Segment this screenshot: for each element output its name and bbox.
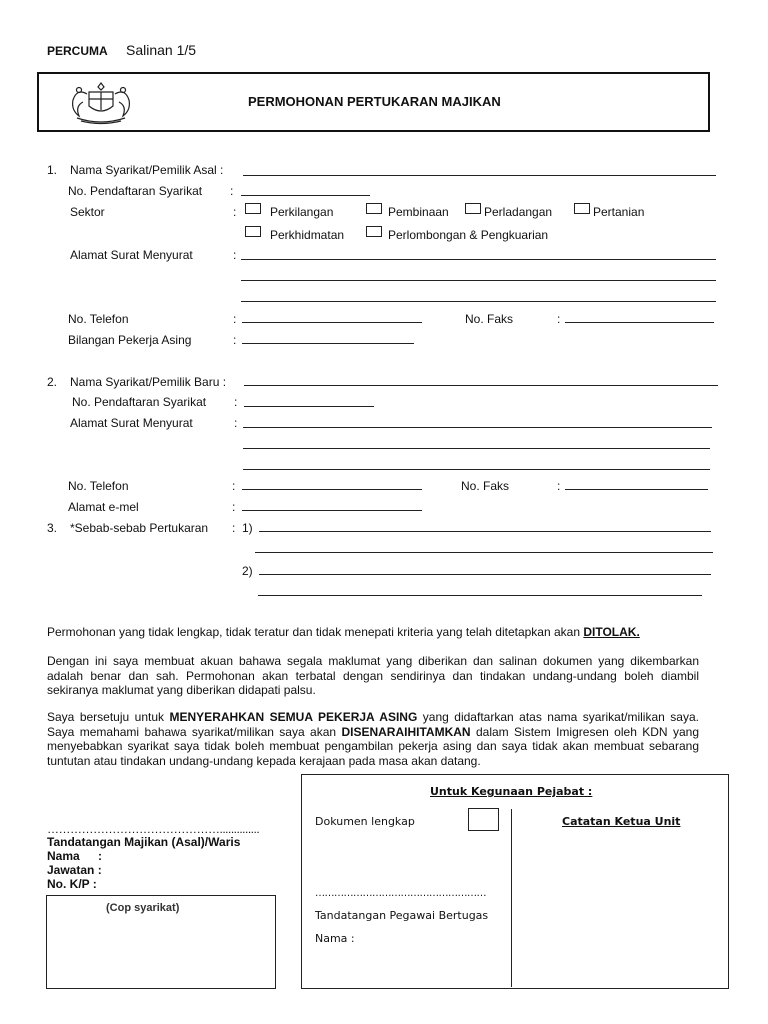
colon: : — [233, 205, 237, 219]
reason-item-1-number: 1) — [242, 521, 253, 535]
reason-item-2-number: 2) — [242, 564, 253, 578]
new-address-field-2[interactable] — [243, 448, 710, 449]
new-email-field[interactable] — [242, 510, 422, 511]
change-reasons-label: *Sebab-sebab Pertukaran — [70, 521, 209, 535]
officer-name-label: Nama : — [315, 932, 355, 945]
reason-1-field-1[interactable] — [259, 531, 711, 532]
incomplete-application-notice: Permohonan yang tidak lengkap, tidak teratur dan tidak menepati kriteria yang telah ditetapkan akan DITOLAK. — [47, 625, 640, 639]
sector-agriculture-label: Pertanian — [593, 205, 645, 219]
sector-services-checkbox[interactable] — [245, 226, 261, 237]
sector-manufacturing-checkbox[interactable] — [245, 203, 261, 214]
office-divider — [511, 809, 512, 987]
original-phone-field[interactable] — [242, 322, 422, 323]
foreign-workers-count-label: Bilangan Pekerja Asing — [68, 333, 192, 347]
employer-name-label: Nama — [47, 849, 80, 863]
new-reg-no-label: No. Pendaftaran Syarikat — [72, 395, 207, 409]
employer-ic-label: No. K/P : — [47, 877, 97, 891]
sector-label: Sektor — [70, 205, 105, 219]
new-address-label: Alamat Surat Menyurat — [70, 416, 193, 430]
sector-construction-label: Pembinaan — [388, 205, 449, 219]
copy-label: Salinan 1/5 — [126, 42, 197, 58]
company-stamp-box[interactable] — [46, 895, 276, 989]
new-address-field-1[interactable] — [243, 427, 712, 428]
original-address-field-3[interactable] — [241, 301, 716, 302]
complete-documents-checkbox[interactable] — [468, 808, 499, 831]
new-reg-no-field[interactable] — [244, 406, 374, 407]
signature-dots: ……………………………………….............. — [47, 822, 260, 836]
sector-mining-label: Perlombongan & Pengkuarian — [388, 228, 549, 242]
colon: : — [233, 312, 237, 326]
new-phone-field[interactable] — [242, 489, 422, 490]
employer-signature-label: Tandatangan Majikan (Asal)/Waris — [47, 835, 241, 849]
reason-2-field-2[interactable] — [258, 595, 702, 596]
new-company-name-label: Nama Syarikat/Pemilik Baru : — [70, 375, 227, 389]
colon: : — [232, 521, 236, 535]
original-phone-label: No. Telefon — [68, 312, 129, 326]
office-use-box — [301, 774, 729, 989]
original-reg-no-label: No. Pendaftaran Syarikat — [68, 184, 203, 198]
title-box — [37, 72, 710, 132]
original-company-name-field[interactable] — [243, 175, 716, 176]
sector-services-label: Perkhidmatan — [270, 228, 345, 242]
new-fax-field[interactable] — [565, 489, 708, 490]
sector-plantation-checkbox[interactable] — [465, 203, 481, 214]
free-label: PERCUMA — [47, 44, 108, 58]
original-fax-label: No. Faks — [465, 312, 514, 326]
section1-number: 1. — [47, 163, 58, 177]
head-of-unit-notes-label: Catatan Ketua Unit — [562, 815, 681, 828]
declaration-surrender-workers: Saya bersetuju untuk MENYERAHKAN SEMUA PEKERJA ASING yang didaftarkan atas nama syarikat/milikan saya. Saya memahami bahawa syarikat/milikan saya akan DISENARAIHITAMKAN dalam Sistem Imigresen oleh KDN yang menyebabkan syarikat saya tidak boleh membuat pengambilan pekerja asing dan saya tidak akan membuat sebarang tuntutan atau tindakan undang-undang kepada kerajaan pada masa akan datang. — [47, 710, 699, 768]
declaration-truthfulness: Dengan ini saya membuat akuan bahawa segala maklumat yang diberikan dan salinan dokumen yang dikembarkan adalah benar dan sah. Permohonan akan terbatal dengan sendirinya dan tindakan undang-undang boleh diambil sekiranya maklumat yang diberikan didapati palsu. — [47, 654, 699, 698]
original-address-field-1[interactable] — [241, 259, 716, 260]
colon: : — [557, 479, 561, 493]
colon: : — [233, 248, 237, 262]
colon: : — [233, 333, 237, 347]
sector-agriculture-checkbox[interactable] — [574, 203, 590, 214]
reason-1-field-2[interactable] — [255, 552, 713, 553]
colon: : — [230, 184, 234, 198]
original-address-label: Alamat Surat Menyurat — [70, 248, 193, 262]
page-title: PERMOHONAN PERTUKARAN MAJIKAN — [248, 94, 501, 109]
section2-number: 2. — [47, 375, 58, 389]
new-fax-label: No. Faks — [461, 479, 510, 493]
reason-2-field-1[interactable] — [259, 574, 711, 575]
colon: : — [232, 500, 236, 514]
original-company-name-label: Nama Syarikat/Pemilik Asal : — [70, 163, 224, 177]
new-phone-label: No. Telefon — [68, 479, 129, 493]
sector-construction-checkbox[interactable] — [366, 203, 382, 214]
colon: : — [98, 849, 102, 863]
officer-signature-label: Tandatangan Pegawai Bertugas — [315, 909, 489, 922]
sector-manufacturing-label: Perkilangan — [270, 205, 334, 219]
foreign-workers-count-field[interactable] — [242, 343, 414, 344]
complete-documents-label: Dokumen lengkap — [315, 815, 415, 828]
new-address-field-3[interactable] — [243, 469, 710, 470]
original-fax-field[interactable] — [565, 322, 714, 323]
office-use-title: Untuk Kegunaan Pejabat : — [430, 785, 593, 798]
colon: : — [234, 416, 238, 430]
sector-plantation-label: Perladangan — [484, 205, 553, 219]
colon: : — [232, 479, 236, 493]
new-company-name-field[interactable] — [244, 385, 718, 386]
section3-number: 3. — [47, 521, 58, 535]
coat-of-arms-icon — [67, 80, 135, 126]
sector-mining-checkbox[interactable] — [366, 226, 382, 237]
company-stamp-label: (Cop syarikat) — [106, 902, 180, 914]
employer-position-label: Jawatan : — [47, 863, 102, 877]
colon: : — [557, 312, 561, 326]
original-reg-no-field[interactable] — [241, 195, 370, 196]
officer-signature-dots: ……………………………………………… — [315, 888, 486, 899]
original-address-field-2[interactable] — [241, 280, 716, 281]
new-email-label: Alamat e-mel — [68, 500, 139, 514]
colon: : — [234, 395, 238, 409]
